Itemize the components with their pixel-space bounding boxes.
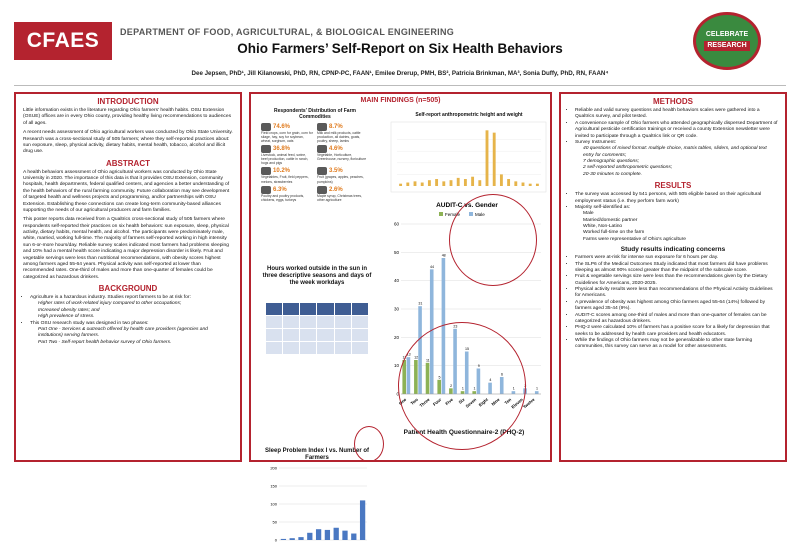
- bar: [428, 180, 431, 186]
- left-column: [14, 92, 242, 462]
- data-label: 9: [477, 364, 480, 368]
- bar: [414, 181, 417, 186]
- data-label: 23: [453, 324, 458, 329]
- background-subitem: High prevalence of stress.: [38, 314, 95, 320]
- bar: [529, 184, 532, 186]
- commodity-percent: 8.7%: [329, 124, 343, 130]
- x-tick-label: Two: [409, 396, 419, 406]
- concern-item: • A prevalence of obesity was highest among Ohio farmers aged 55-64 (14%) followed by farmers aged 35-44 (9%).: [575, 300, 778, 313]
- x-tick-label: Eleven: [510, 396, 524, 410]
- commodity-percent: 10.2%: [273, 168, 291, 175]
- department-name: DEPARTMENT OF FOOD, AGRICULTURAL, & BIOLOGICAL ENGINEERING: [120, 27, 455, 37]
- methods-heading: METHODS: [653, 97, 693, 106]
- background-subitem: Part Two - Self-report health behavior survey of Ohio farmers.: [38, 339, 172, 345]
- legend-label: Male: [475, 212, 485, 217]
- bar: [486, 130, 489, 186]
- y-tick-label: 40: [393, 278, 399, 284]
- hours-title: Hours worked outside in the sun in three descriptive seasons and days of the week workdays: [262, 266, 372, 287]
- x-tick-label: Eight: [477, 396, 489, 408]
- legend-swatch: [439, 212, 443, 216]
- background-item: • Agriculture is a hazardous industry. Studies report farmers to be at risk for:: [30, 295, 233, 301]
- badge-line2: RESEARCH: [704, 41, 749, 51]
- y-tick-label: 60: [393, 221, 399, 227]
- concern-item: • AUDIT-C scores among one-third of males and more than one-quarter of females can be categorized as hazardous drinkers.: [575, 313, 778, 326]
- cfaes-logo: CFAES: [14, 22, 112, 60]
- results-subitem: Farms were representative of Ohio’s agriculture: [583, 236, 686, 242]
- commodity-percent: 36.8%: [273, 146, 291, 153]
- commodity-label: Fruit (grapes, apples, peaches, pumpkins): [317, 175, 364, 184]
- y-tick-label: 20: [393, 334, 399, 340]
- commodity-item: [317, 123, 369, 143]
- commodity-icon: [261, 167, 271, 175]
- methods-subitem: 2 self-reported anthropometric questions;: [583, 165, 673, 171]
- commodity-icon: [317, 167, 327, 175]
- commodity-label: Maple syrup, Christmas trees, other agriculture: [317, 193, 363, 202]
- data-label: 1: [473, 386, 476, 391]
- bar: [500, 174, 503, 186]
- bar: [351, 534, 356, 540]
- background-item: • This OSU research study was designed in two phases:: [30, 321, 233, 327]
- celebrate-research-badge: [693, 12, 761, 70]
- data-label: 15: [465, 347, 470, 351]
- phq2-title: Patient Health Questionnaire-2 (PHQ-2): [403, 429, 525, 436]
- abstract-heading: ABSTRACT: [106, 158, 150, 168]
- sleep-title: Sleep Problem Index I vs. Number of Farmers: [264, 448, 370, 462]
- data-label: 6: [501, 372, 504, 377]
- table-row: [266, 329, 369, 342]
- bar: [471, 177, 474, 186]
- commodity-percent: 6.3%: [273, 186, 287, 193]
- right-column: [559, 92, 787, 462]
- bar: [507, 179, 510, 186]
- commodities-grid: [261, 123, 369, 202]
- x-tick-label: Seven: [464, 396, 478, 409]
- commodity-icon: [317, 123, 327, 131]
- commodity-icon: [261, 186, 271, 194]
- authors: Dee Jepsen, PhD¹, Jill Kilanowski, PhD, RN, CPNP-PC, FAAN¹, Emilee Drerup, PMH, BS², Patricia Brinkman, MA³, Sonia Duffy, PhD, RN, FAAN⁴: [191, 70, 609, 77]
- abstract-paragraph-2: This poster reports data received from a Qualtrics cross-sectional study of 505 farmers where respondents self-reported their practices on six health behaviors: sun exposure, sleep, physical activity, dietary habits, mental health, and alcohol. The participants were predominately male, white, married, working full-time. The majority of farmers self-reported working in high intensity sun 6-or-more hours/day. Reliable survey scales indicated most farmers had problems sleeping and 10% had a mental health score indicating a major depression disorder is likely. Fruit and vegetable servings were less than nutritional recommendations, with obesity scores highest among farmers aged 55-64 years. Physical activity was self-reported at lower than recommended rates. One-third of males and more than one-quarter of females could be categorized as hazardous drinkers.: [23, 217, 229, 280]
- background-subitem: Increased obesity rates; and: [38, 307, 100, 313]
- commodity-icon: [261, 145, 271, 153]
- concern-item: • Physical activity results were less than recommendations of the Physical Activity Guidelines for Americans.: [575, 287, 778, 300]
- bar: [536, 184, 539, 186]
- commodity-item: [261, 145, 313, 165]
- bar: [450, 180, 453, 186]
- main-findings-column: [249, 92, 552, 543]
- methods-item: • A convenience sample of Ohio farmers who attended geographically dispersed Department of Agricultural pesticide certification trainings or received a county Extension newsletter were invited to participate through a Qualtrics link or QR code.: [575, 121, 778, 140]
- commodity-label: Milk and milk products, cattle production, all dairies, goats, poultry, sheep, lambs: [317, 131, 361, 144]
- bar: [307, 533, 312, 540]
- results-item: • Majority self-identified as:: [575, 205, 778, 211]
- commodity-item: [317, 186, 369, 202]
- bar: [421, 183, 424, 186]
- highlight-ellipse: [354, 426, 384, 462]
- results-subitem: White, Non-Latino: [583, 224, 623, 229]
- y-tick-label: 50: [272, 519, 277, 525]
- background-subitem: Higher rates of work-related injury compared to other occupations;: [38, 301, 182, 307]
- commodity-percent: 3.5%: [329, 168, 343, 175]
- commodity-item: [261, 186, 313, 202]
- concern-item: • PHQ-2 were calculated 10% of farmers has a positive score for a likely for depression that seeks to be addressed by health care providers and health educators.: [575, 325, 778, 338]
- highlight-ellipse: [449, 194, 537, 286]
- badge-line1: CELEBRATE: [705, 31, 749, 39]
- methods-list: [575, 108, 778, 178]
- bar: [325, 530, 330, 540]
- methods-item: • Reliable and valid survey questions and health behaviors scales were gathered into a Qualtrics survey, and pilot tested.: [575, 108, 778, 121]
- data-label: 44: [430, 264, 435, 269]
- bar: [522, 183, 525, 186]
- commodity-percent: 74.6%: [273, 124, 291, 130]
- data-label: 2: [450, 383, 453, 388]
- data-label: 1: [461, 386, 464, 391]
- concern-item: • The SLP6 of the Medical Outcomes Study indicated that most farmers did have problems sleeping as almost 90% scored greater than the midpoint of the subscale score.: [575, 262, 778, 275]
- commodities-title: Respondents’ Distribution of Farm Commodities: [274, 108, 356, 120]
- data-label: 13: [406, 352, 411, 357]
- bar: [535, 391, 539, 394]
- height-weight-chart: [391, 122, 546, 192]
- bar: [514, 181, 517, 186]
- methods-subitem: 7 demographic questions;: [583, 159, 640, 164]
- commodity-label: Livestock, animal feed, swine, beef production, cattle in ranch, hogs and pigs: [261, 153, 309, 166]
- introduction-heading: INTRODUCTION: [97, 97, 159, 106]
- commodity-item: [261, 167, 313, 183]
- concerns-heading: Study results indicating concerns: [620, 246, 726, 254]
- hours-table: [265, 302, 369, 355]
- bar: [298, 537, 303, 540]
- bar: [281, 539, 286, 540]
- sleep-chart: [263, 464, 373, 544]
- y-tick-label: 30: [393, 306, 399, 312]
- methods-subitem: 40 questions of mixed format: multiple choice, matrix tables, sliders, and optional text entry for comments;: [583, 146, 767, 158]
- main-findings-heading: MAIN FINDINGS (n=505): [360, 97, 441, 104]
- commodity-item: [261, 123, 313, 143]
- commodity-icon: [317, 145, 327, 153]
- intro-paragraph-2: A recent needs assessment of Ohio agricultural workers was conducted by Ohio State University. Research was a cross-sectional study of 505 farmers; where they self-reported practices about: sun exposure, sleep, physical activity, dietary habits, mental health, tobacco, alcohol and illicit drug use.: [23, 130, 233, 155]
- y-tick-label: 0: [396, 391, 399, 397]
- data-label: 11: [425, 358, 430, 363]
- commodity-label: Vegetables, Fruit, field peppers, melons, strawberries: [261, 175, 309, 184]
- highlight-ellipse: [398, 322, 526, 450]
- bar: [334, 528, 339, 540]
- data-label: 1: [536, 386, 539, 391]
- results-item: • The survey was accessed by 541 persons, with 505 eligible based on their agricultural employment status (i.e. they perform farm work): [575, 192, 778, 205]
- y-tick-label: 0: [274, 537, 277, 543]
- x-tick-label: Twelve: [521, 396, 536, 410]
- bar: [464, 179, 467, 186]
- bar: [493, 133, 496, 186]
- commodity-percent: 2.6%: [329, 186, 343, 193]
- commodity-label: Field crops, corn for grain, corn for silage, hay, soy for soybean, wheat, sorghum, oats: [261, 131, 313, 144]
- data-label: 31: [418, 301, 423, 306]
- concern-item: • Farmers were at-risk for intense sun exposure for 6 hours per day.: [575, 255, 778, 261]
- concerns-list: [575, 255, 778, 351]
- poster-title: Ohio Farmers’ Self-Report on Six Health Behaviors: [237, 41, 563, 56]
- header-divider: [14, 85, 786, 86]
- bar: [399, 184, 402, 186]
- commodity-label: Poultry and poultry products, chickens, eggs, turkeys: [261, 193, 305, 202]
- legend-label: Female: [445, 212, 461, 217]
- x-tick-label: One: [397, 396, 408, 407]
- y-tick-label: 50: [393, 249, 399, 255]
- data-label: 4: [489, 378, 492, 383]
- commodity-icon: [261, 123, 271, 131]
- y-tick-label: 200: [270, 465, 277, 471]
- background-heading: BACKGROUND: [98, 284, 158, 293]
- data-label: 1: [512, 386, 515, 391]
- chart-title: AUDIT-C vs. Gender: [436, 202, 498, 209]
- x-tick-label: Nine: [490, 396, 501, 407]
- concern-item: • While the findings of Ohio farmers may not be generalizable to other state farming communities, this survey can serve as a model for other assessments.: [575, 338, 778, 351]
- y-tick-label: 100: [270, 501, 277, 507]
- data-label: 48: [441, 253, 446, 258]
- x-tick-label: Ten: [503, 396, 513, 406]
- results-heading: RESULTS: [654, 181, 692, 191]
- abstract-paragraph-1: A health behaviors assessment of Ohio agricultural workers was conducted by Ohio State University in 2020. The importance of this data is that it provides OSU Extension, community hospitals, health departments, federal qualified centers, and agencies a better understanding of the health behaviors of the rural farming community. Future collaboration may see development of targeted health and wellness projects and programming, and/or partnerships with OSU Extension. Establishing these connections can create long-term community-based alliances supporting the needs of our agricultural producers and farm families.: [23, 169, 230, 213]
- bar: [316, 529, 321, 540]
- x-tick-label: Three: [418, 396, 431, 409]
- results-subitem: Married/domestic partner: [583, 217, 638, 223]
- bar: [457, 178, 460, 186]
- background-list: [30, 295, 233, 346]
- bar: [360, 500, 365, 540]
- data-label: 2: [524, 383, 527, 388]
- commodity-percent: 4.6%: [329, 146, 343, 153]
- data-label: 12: [414, 355, 419, 360]
- methods-subitem: 20-30 minutes to complete.: [583, 171, 642, 177]
- commodities-panel: [261, 108, 369, 202]
- table-row: [266, 316, 369, 329]
- bar: [478, 180, 481, 186]
- data-label: 5: [438, 375, 441, 380]
- results-list: [575, 192, 778, 243]
- commodity-item: [317, 167, 369, 183]
- results-subitem: Worked full-time on the farm: [583, 230, 645, 236]
- commodity-icon: [317, 186, 327, 194]
- bar: [442, 181, 445, 186]
- commodity-item: [317, 145, 369, 165]
- intro-paragraph-1: Little information exists in the literature regarding Ohio farmers’ health habits. OSU Extension (OSUE) offices are in every Ohio county, providing healthy living recommendations to audiences of all ages.: [23, 108, 232, 126]
- x-tick-label: Four: [431, 396, 443, 407]
- table-row: [266, 303, 369, 316]
- height-weight-title: Self-report anthropometric height and weight: [415, 112, 523, 118]
- y-tick-label: 150: [270, 483, 277, 489]
- x-tick-label: Six: [457, 396, 466, 405]
- y-tick-label: 10: [393, 363, 399, 369]
- background-subitem: Part One - Services & outreach offered by health care providers (agencies and institutions) serving farmers.: [38, 326, 208, 339]
- methods-item: • Survey Instrument:: [575, 140, 778, 146]
- concern-item: • Fruit & vegetable servings size were less than the recommendations given by the Dietary Guidelines for Americans, 2020-2025.: [575, 274, 778, 287]
- bar: [435, 179, 438, 186]
- table-row: [266, 342, 369, 355]
- bar: [342, 531, 347, 540]
- data-label: 12: [402, 355, 407, 360]
- bar: [290, 538, 295, 540]
- bar: [406, 183, 409, 186]
- results-subitem: Male: [583, 211, 594, 217]
- commodity-label: Vegetable, Horticulture, Greenhouse, nursery, floriculture: [317, 153, 367, 162]
- x-tick-label: Five: [444, 396, 454, 407]
